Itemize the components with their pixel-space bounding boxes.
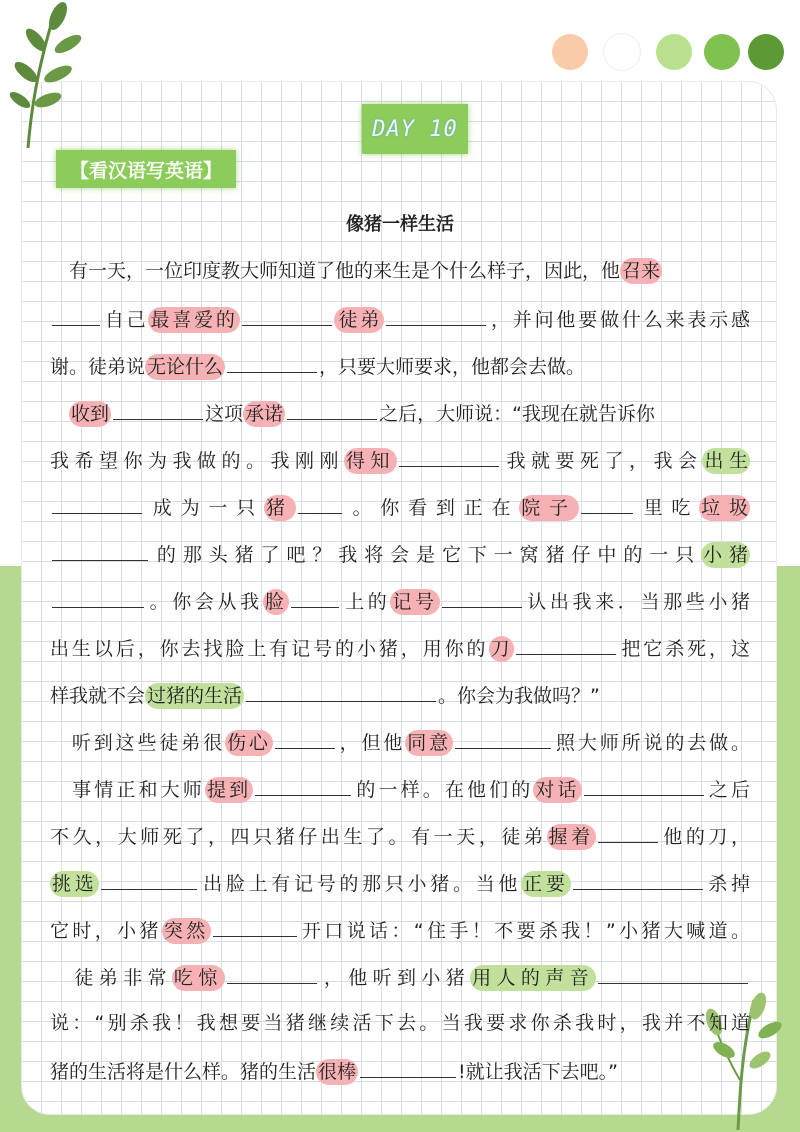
answer-blank[interactable]: [213, 914, 297, 937]
text-line: [50, 773, 750, 803]
text-line: [50, 585, 750, 615]
text-line: [50, 303, 750, 333]
text-segment: 开口说话：“住手！不要杀我！”小猪大喊道。: [298, 920, 750, 942]
dot-light-green: [656, 34, 692, 70]
highlighted-term: 吃惊: [173, 967, 223, 989]
text-segment: 照大师所说的去做。: [553, 732, 750, 754]
highlighted-term: 垃圾: [701, 497, 748, 519]
highlighted-term: 用人的声音: [472, 967, 594, 989]
answer-blank[interactable]: [275, 726, 335, 749]
text-line: [50, 914, 750, 944]
highlighted-term: 突然: [163, 920, 209, 942]
text-segment: 之后: [705, 779, 750, 801]
text-line: [50, 1055, 750, 1085]
highlighted-term: 小猪: [703, 544, 748, 566]
leaf-sprig-icon: [6, 0, 86, 150]
answer-blank[interactable]: [287, 397, 377, 420]
text-line: [50, 820, 750, 850]
answer-blank[interactable]: [52, 303, 100, 326]
highlighted-term: 徒弟: [335, 309, 383, 331]
highlighted-term: 正要: [523, 873, 569, 895]
text-segment: 。你会为我做吗？”: [438, 685, 600, 707]
text-segment: 成为一只: [144, 497, 264, 519]
text-segment: ，他听到小猪: [318, 967, 471, 989]
section-tag: 【看汉语写英语】: [56, 150, 236, 188]
dot-white: [604, 34, 640, 70]
highlighted-term: 对话: [535, 779, 580, 801]
article-title: 像猪一样生活: [346, 214, 454, 235]
answer-blank[interactable]: [52, 538, 148, 561]
text-segment: 上的: [341, 591, 391, 613]
text-line: [50, 256, 750, 286]
text-line: [50, 350, 750, 380]
text-segment: ，只要大师要求，他都会去做。: [319, 356, 586, 378]
highlighted-term: 伤心: [227, 732, 271, 754]
text-segment: 杀掉: [704, 873, 750, 895]
text-segment: 里吃: [634, 497, 700, 519]
highlighted-term: 院子: [521, 497, 577, 519]
highlighted-term: 提到: [206, 779, 252, 801]
dot-green: [704, 34, 740, 70]
text-segment: ，并问他要做什么来表示感: [488, 309, 750, 331]
text-segment: 把它杀死，这: [618, 638, 750, 660]
text-segment: 。你看到正在: [343, 497, 520, 519]
answer-blank[interactable]: [455, 726, 551, 749]
answer-blank[interactable]: [386, 303, 486, 326]
answer-blank[interactable]: [598, 961, 748, 984]
text-segment: 之后，大师说：“我现在就告诉你: [379, 403, 655, 425]
text-segment: 他的刀，: [659, 826, 750, 848]
text-segment: [50, 403, 69, 425]
highlighted-term: 记号: [392, 591, 438, 613]
text-segment: 出脸上有记号的那只小猪。当他: [199, 873, 522, 895]
highlighted-term: 无论什么: [147, 356, 224, 378]
answer-blank[interactable]: [584, 773, 704, 796]
highlighted-term: 召来: [622, 260, 661, 282]
day-label: DAY 10: [372, 116, 458, 142]
text-segment: 我希望你为我做的。我刚刚: [50, 450, 344, 472]
answer-blank[interactable]: [581, 491, 633, 514]
text-line: [50, 632, 750, 662]
highlighted-term: 刀: [490, 638, 513, 660]
highlighted-term: 出生: [704, 450, 748, 472]
highlighted-term: 握着: [548, 826, 594, 848]
text-line: [50, 961, 750, 991]
text-segment: 事情正和大师: [50, 779, 205, 801]
answer-blank[interactable]: [399, 444, 499, 467]
text-line: [50, 679, 750, 709]
text-segment: 自己: [102, 309, 149, 331]
text-segment: 猪的生活将是什么样。猪的生活: [50, 1061, 317, 1083]
text-segment: 认出我来．当那些小猪: [523, 591, 750, 613]
highlighted-term: 同意: [407, 732, 452, 754]
text-segment: 出生以后，你去找脸上有记号的小猪，用你的: [50, 638, 489, 660]
highlighted-term: 很棒: [318, 1061, 357, 1083]
highlighted-term: 猪: [265, 497, 294, 519]
text-segment: 谢。徒弟说: [50, 356, 146, 378]
highlighted-term: 承诺: [245, 403, 284, 425]
highlighted-term: 过猪的生活: [147, 685, 243, 707]
text-line: [50, 397, 750, 427]
day-badge: [362, 104, 468, 154]
answer-blank[interactable]: [598, 820, 658, 843]
dot-peach: [552, 34, 588, 70]
answer-blank[interactable]: [516, 632, 616, 655]
text-line: [50, 538, 750, 568]
text-line: [50, 491, 750, 521]
dot-dark-green: [748, 34, 784, 70]
highlighted-term: 得知: [345, 450, 395, 472]
highlighted-term: 收到: [71, 403, 110, 425]
text-line: [50, 726, 750, 756]
answer-blank[interactable]: [113, 397, 203, 420]
text-line: [50, 1008, 750, 1038]
highlighted-term: 最喜爱的: [150, 309, 238, 331]
highlighted-term: 脸: [264, 591, 288, 613]
text-segment: 的一样。在他们的: [353, 779, 534, 801]
text-line: [50, 444, 750, 474]
text-segment: 有一天，一位印度教大师知道了他的来生是个什么样子，因此，他: [50, 260, 621, 282]
answer-blank[interactable]: [52, 585, 144, 608]
answer-blank[interactable]: [227, 350, 317, 373]
answer-blank[interactable]: [227, 961, 317, 984]
answer-blank[interactable]: [291, 585, 339, 608]
text-segment: 说：“别杀我！我想要当猪继续活下去。当我要求你杀我时，我并不知道: [50, 1012, 750, 1034]
answer-blank[interactable]: [573, 867, 703, 890]
text-segment: 的那头猪了吧？我将会是它下一窝猪仔中的一只: [150, 544, 702, 566]
text-segment: 。你会从我: [146, 591, 263, 613]
answer-blank[interactable]: [255, 773, 351, 796]
text-segment: 不久，大师死了，四只猪仔出生了。有一天，徒弟: [50, 826, 547, 848]
text-segment: 徒弟非常: [50, 967, 172, 989]
answer-blank[interactable]: [101, 867, 197, 890]
answer-blank[interactable]: [246, 679, 436, 702]
text-segment: !就让我活下去吧。”: [458, 1061, 618, 1083]
answer-blank[interactable]: [242, 303, 332, 326]
text-line: [50, 867, 750, 897]
text-segment: 它时，小猪: [50, 920, 162, 942]
answer-blank[interactable]: [442, 585, 522, 608]
answer-blank[interactable]: [360, 1055, 456, 1078]
highlighted-term: 挑选: [52, 873, 98, 895]
text-segment: 我就要死了，我会: [500, 450, 703, 472]
text-segment: 样我就不会: [50, 685, 146, 707]
text-segment: ，但他: [336, 732, 406, 754]
answer-blank[interactable]: [298, 491, 342, 514]
answer-blank[interactable]: [52, 491, 142, 514]
text-segment: 这项: [205, 403, 244, 425]
text-segment: 听到这些徒弟很: [50, 732, 226, 754]
